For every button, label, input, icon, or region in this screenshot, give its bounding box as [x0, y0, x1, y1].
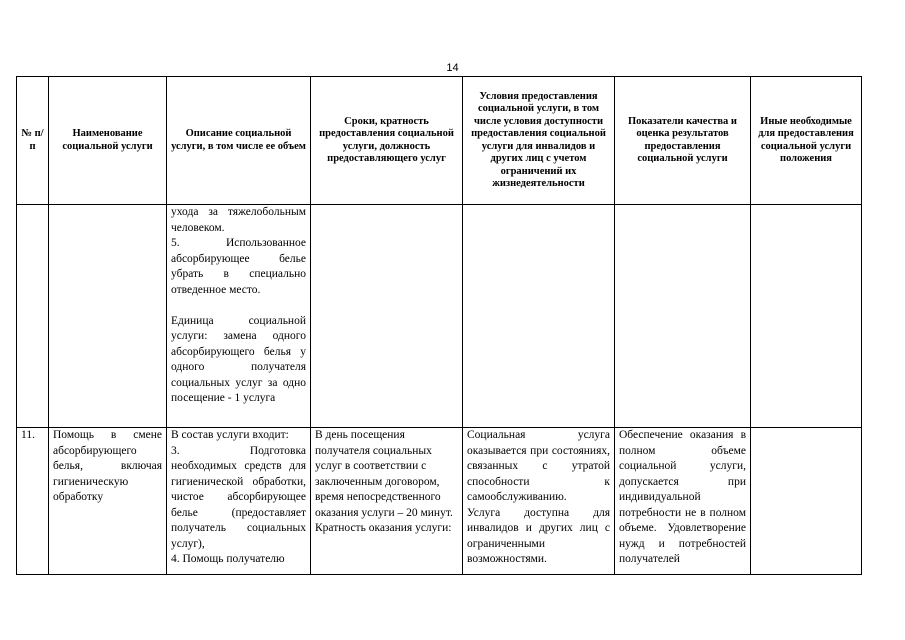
conditions-text: Услуга доступна для инвалидов и других лиц с ограниченными возможностями.: [467, 506, 610, 565]
description-text: 5. Использованное абсорбирующее белье убрать в специально отведенное место.: [171, 237, 306, 296]
header-description: Описание социальной услуги, в том числе ее объем: [167, 77, 311, 205]
cell-quality: Обеспечение оказания в полном объеме социальной услуги, допускается при индивидуальной потребности не в полном объеме. Удовлетворение нужд и потребностей получателей: [615, 428, 751, 575]
description-text: ухода за тяжелобольным человеком.: [171, 206, 306, 234]
terms-text: Кратность оказания услуги:: [315, 522, 452, 534]
page-number: 14: [446, 62, 459, 74]
description-text: В состав услуги входит:: [171, 429, 289, 441]
cell-num: 11.: [17, 428, 49, 575]
header-quality: Показатели качества и оценка результатов предоставления социальной услуги: [615, 77, 751, 205]
cell-conditions: [463, 428, 615, 575]
cell-quality: [615, 205, 751, 428]
cell-name: Помощь в смене абсорбирующего белья, включая гигиеническую обработку: [49, 428, 167, 575]
header-service-name: Наименование социальной услуги: [49, 77, 167, 205]
header-conditions: Условия предоставления социальной услуги, в том числе условия доступности предоставления социальной услуги для инвалидов и других лиц с учетом ограничений их жизнедеятельности: [463, 77, 615, 205]
header-terms: Сроки, кратность предоставления социальной услуги, должность предоставляющего услуг: [311, 77, 463, 205]
cell-description: [167, 205, 311, 428]
cell-terms: [311, 205, 463, 428]
description-text: 3. Подготовка необходимых средств для гигиенической обработки, чистое абсорбирующее белье (предоставляет получатель социальных услуг),: [171, 444, 306, 550]
table-row: [17, 205, 862, 428]
table-header-row: [17, 77, 862, 205]
header-other: Иные необходимые для предоставления социальной услуги положения: [751, 77, 862, 205]
social-services-table: [16, 76, 862, 575]
header-num: № п/п: [17, 77, 49, 205]
cell-num: [17, 205, 49, 428]
cell-description: [167, 428, 311, 575]
terms-text: В день посещения получателя социальных услуг в соответствии с заключенным договором, время непосредственного оказания услуги – 20 минут.: [315, 429, 453, 519]
table-row: [17, 428, 862, 575]
cell-other: [751, 205, 862, 428]
description-text: 4. Помощь получателю: [171, 553, 285, 565]
cell-terms: [311, 428, 463, 575]
description-text: Единица социальной услуги: замена одного абсорбирующего белья у одного получателя социальных услуг за одно посещение - 1 услуга: [171, 314, 306, 404]
conditions-text: Социальная услуга оказывается при состояниях, связанных с утратой способности к самообслуживанию.: [467, 429, 610, 503]
cell-name: [49, 205, 167, 428]
cell-other: [751, 428, 862, 575]
cell-conditions: [463, 205, 615, 428]
